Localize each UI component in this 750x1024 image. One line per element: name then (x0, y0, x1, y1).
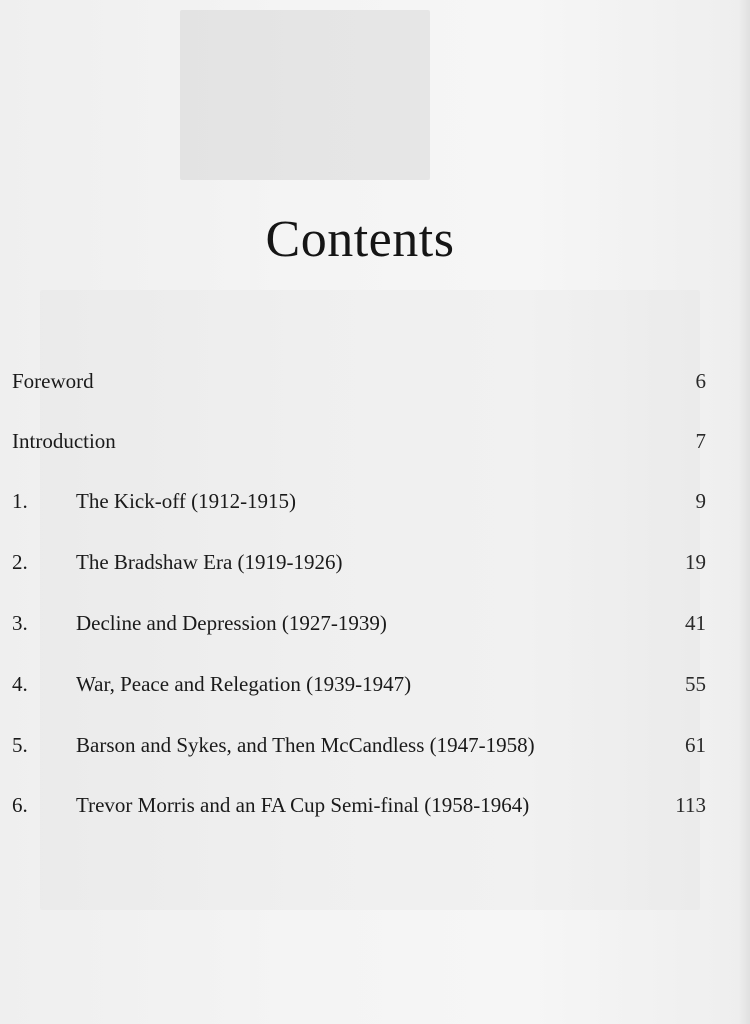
toc-entry-label: War, Peace and Relegation (1939-1947) (76, 672, 412, 696)
toc-entry-foreword (12, 364, 706, 398)
toc-entry-chapter-5 (12, 728, 706, 762)
toc-entry-label: Introduction (12, 429, 116, 453)
toc-entry-number: 4. (12, 672, 28, 696)
toc-entry-page: 113 (675, 793, 706, 817)
toc-entry-page: 61 (685, 733, 706, 757)
toc-entry-page: 41 (685, 611, 706, 635)
toc-entry-label: Trevor Morris and an FA Cup Semi-final (1958-1964) (76, 793, 530, 817)
toc-entry-page: 55 (685, 672, 706, 696)
toc-entry-number: 1. (12, 489, 28, 513)
toc-entry-chapter-1 (12, 484, 706, 518)
toc-entry-chapter-3 (12, 606, 706, 640)
toc-entry-number: 2. (12, 550, 28, 574)
toc-entry-page: 7 (695, 429, 706, 453)
toc-entry-label: The Bradshaw Era (1919-1926) (76, 550, 343, 574)
toc-entry-page: 19 (685, 550, 706, 574)
toc-entry-page: 6 (695, 369, 706, 393)
toc-entry-number: 5. (12, 733, 28, 757)
toc-entry-page: 9 (695, 489, 706, 513)
toc-entry-number: 3. (12, 611, 28, 635)
toc-entry-chapter-2 (12, 545, 706, 579)
page-title: Contents (265, 211, 455, 268)
toc-entry-label: The Kick-off (1912-1915) (76, 489, 297, 513)
toc-entry-number: 6. (12, 793, 28, 817)
toc-entry-label: Decline and Depression (1927-1939) (76, 611, 387, 635)
toc-entry-chapter-4 (12, 667, 706, 701)
toc-entry-introduction (12, 424, 706, 458)
toc-entry-label: Barson and Sykes, and Then McCandless (1947-1958) (76, 733, 535, 757)
toc-entry-chapter-6 (12, 788, 706, 822)
toc-entry-label: Foreword (12, 369, 94, 393)
